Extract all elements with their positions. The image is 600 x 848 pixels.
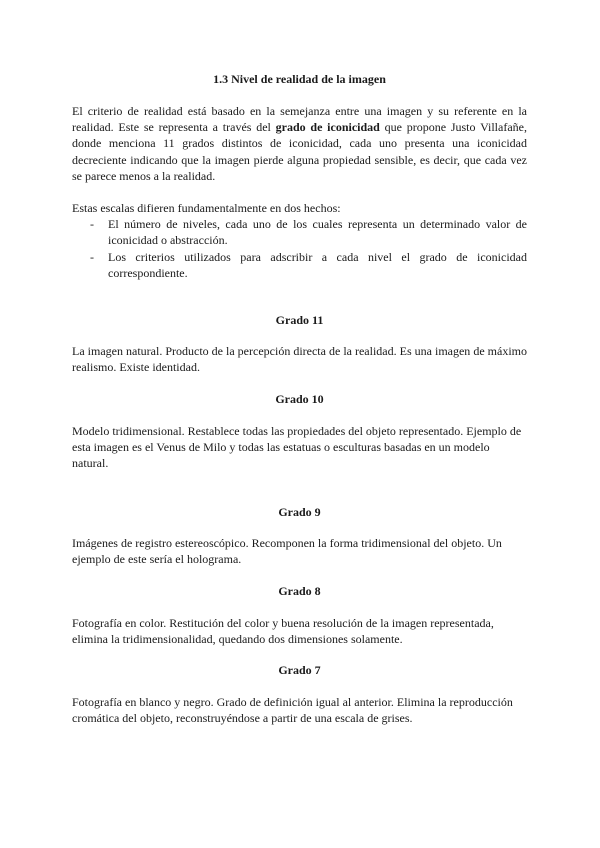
- grade-heading: Grado 7: [278, 663, 321, 677]
- grade-text: Fotografía en blanco y negro. Grado de definición igual al anterior. Elimina la reproducción cromática del objeto, reconstruyéndose a partir de una escala de grises.: [72, 695, 513, 726]
- list-dash: -: [90, 217, 94, 232]
- grade-block: [72, 535, 527, 567]
- list-item-text: El número de niveles, cada uno de los cuales representa un determinado valor de iconicidad o abstracción.: [108, 217, 527, 248]
- grade-heading: Grado 9: [278, 505, 321, 519]
- grade-heading: Grado 11: [275, 313, 324, 327]
- scales-block: [72, 200, 527, 281]
- intro-paragraph-block: [72, 103, 527, 184]
- grade-heading: Grado 10: [275, 392, 324, 406]
- grade-text: La imagen natural. Producto de la percepción directa de la realidad. Es una imagen de máximo realismo. Existe identidad.: [72, 344, 527, 375]
- intro-bold-term: grado de iconicidad: [275, 120, 380, 135]
- list-item-text: Los criterios utilizados para adscribir a cada nivel el grado de iconicidad correspondiente.: [108, 249, 527, 280]
- grade-text: Imágenes de registro estereoscópico. Recomponen la forma tridimensional del objeto. Un ejemplo de este sería el holograma.: [72, 536, 502, 567]
- grade-block: [72, 615, 527, 647]
- grade-heading: Grado 8: [278, 584, 321, 598]
- list-item: [72, 249, 527, 281]
- intro-text-end: que propone Justo Villafañe, donde menciona 11 grados distintos de iconicidad, cada uno presenta una iconicidad decreciente indicando que la imagen pierde alguna propiedad sensible, es decir, que cada vez se parece menos a la realidad.: [72, 120, 527, 183]
- scales-list: [72, 216, 527, 281]
- intro-text-start: El criterio de realidad está basado en la semejanza entre una imagen y su referente en la realidad. Este se representa a través del: [72, 104, 527, 135]
- intro-paragraph: [72, 103, 527, 184]
- grade-block: [72, 343, 527, 375]
- list-item: [72, 216, 527, 248]
- list-dash: -: [90, 249, 94, 264]
- grade-text: Modelo tridimensional. Restablece todas las propiedades del objeto representado. Ejemplo de esta imagen es el Venus de Milo y todas las estatuas o esculturas basadas en un modelo natural.: [72, 424, 522, 471]
- grade-block: [72, 423, 527, 472]
- grade-text: Fotografía en color. Restitución del color y buena resolución de la imagen representada, elimina la tridimensionalidad, quedando dos dimensiones solamente.: [72, 616, 494, 647]
- section-title: 1.3 Nivel de realidad de la imagen: [213, 72, 386, 86]
- grade-block: [72, 694, 527, 726]
- scales-lead: Estas escalas difieren fundamentalmente en dos hechos:: [72, 201, 341, 215]
